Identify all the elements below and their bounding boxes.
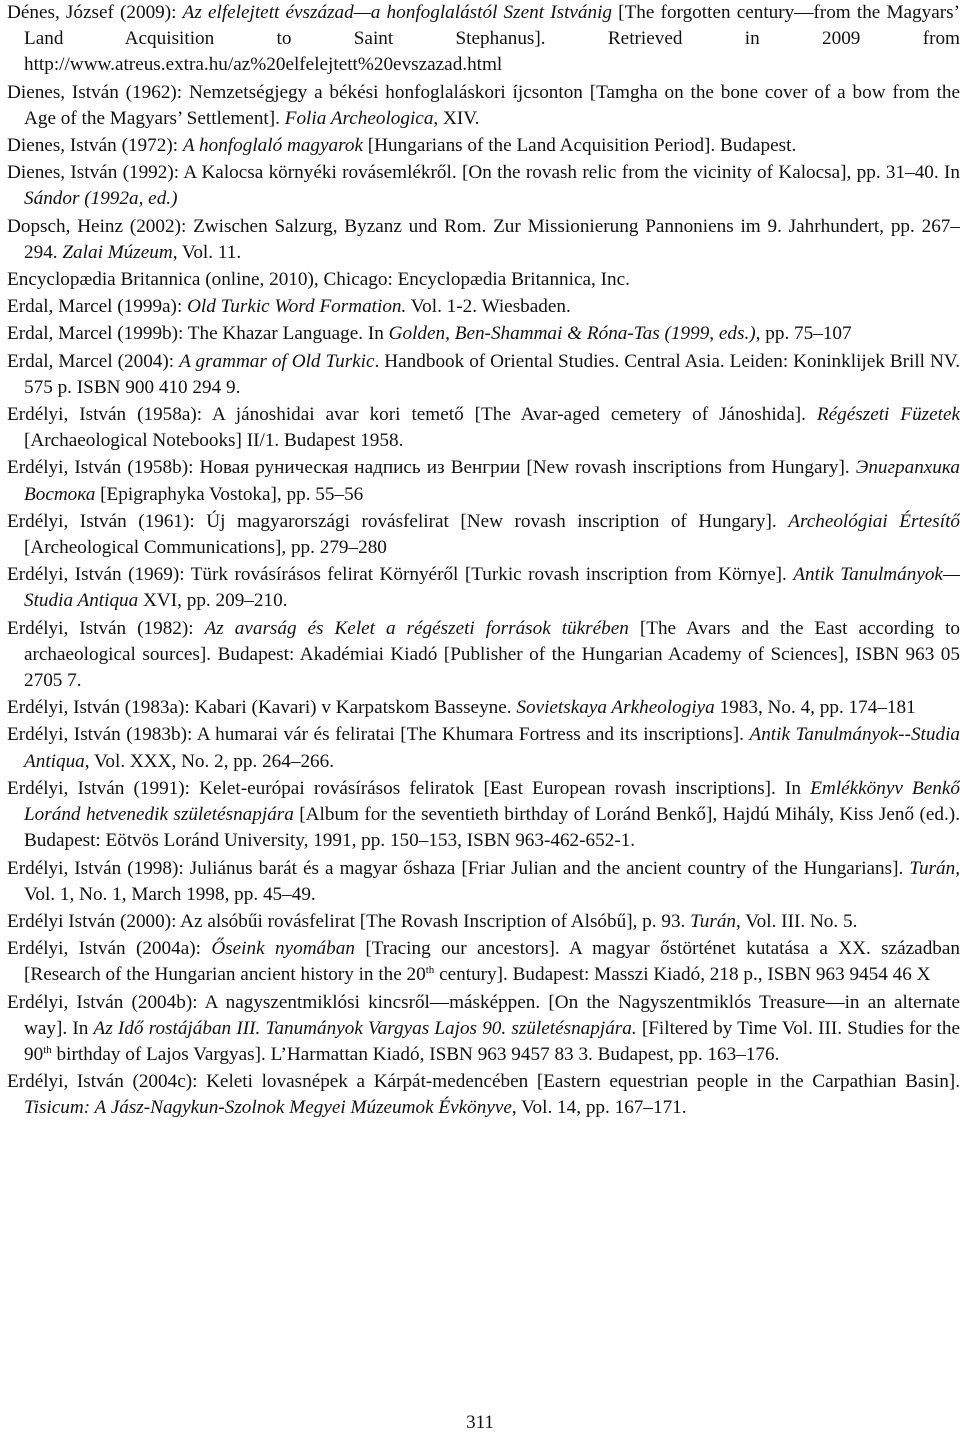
reference-text: [Archaeological Notebooks] II/1. Budapest 1958. bbox=[24, 430, 404, 452]
italic-title: A honfoglaló magyarok bbox=[182, 135, 363, 157]
reference-entry bbox=[7, 267, 960, 293]
reference-entry bbox=[7, 0, 960, 79]
reference-text: XVI, pp. 209–210. bbox=[138, 590, 288, 612]
reference-entry bbox=[7, 776, 960, 855]
reference-text: Erdélyi, István (1958a): A jánoshidai avar kori temető [The Avar-aged cemetery of Jánoshida]. bbox=[7, 404, 817, 426]
reference-text: Dienes, István (1972): bbox=[7, 135, 183, 157]
reference-entry bbox=[7, 294, 960, 320]
reference-text: [Epigraphyka Vostoka], pp. 55–56 bbox=[95, 483, 364, 505]
reference-entry bbox=[7, 455, 960, 507]
reference-text: Erdélyi István (2000): Az alsóbűi rovásfelirat [The Rovash Inscription of Alsóbű], p. 93. bbox=[7, 910, 691, 932]
reference-text: [Hungarians of the Land Acquisition Period]. Budapest. bbox=[363, 135, 797, 157]
page-number: 311 bbox=[466, 1412, 494, 1433]
reference-text: , pp. 75–107 bbox=[755, 323, 852, 345]
reference-entry bbox=[7, 509, 960, 561]
reference-entry bbox=[7, 695, 960, 721]
italic-title: Folia Archeologica bbox=[284, 107, 434, 129]
italic-title: Tisicum: A Jász-Nagykun-Szolnok Megyei Múzeumok Évkönyve bbox=[24, 1097, 512, 1119]
italic-title: Őseink nyomában bbox=[211, 938, 355, 960]
italic-title: Zalai Múzeum bbox=[62, 241, 173, 263]
reference-text: [The Avars and the East according to archaeological sources]. Budapest: Akadémiai Kiadó [Publisher of the Hungarian Academy of Sciences], ISBN 963 05 2705 7. bbox=[24, 617, 960, 692]
reference-text: birthday of Lajos Vargyas]. L’Harmattan Kiadó, ISBN 963 9457 83 3. Budapest, pp. 163–176. bbox=[51, 1043, 780, 1065]
italic-title: Old Turkic Word Formation. bbox=[187, 296, 407, 318]
reference-entry bbox=[7, 1069, 960, 1121]
reference-text: Erdal, Marcel (1999a): bbox=[7, 296, 188, 318]
reference-entry bbox=[7, 160, 960, 212]
reference-text: . Handbook of Oriental Studies. Central Asia. Leiden: Koninklijek Brill NV. 575 p. ISBN 900 410 294 9. bbox=[24, 350, 960, 398]
reference-text: Erdélyi, István (1991): Kelet-európai rovásírásos feliratok [East European rovash inscriptions]. In bbox=[7, 777, 811, 799]
italic-title: Sovietskaya Arkheologiya bbox=[516, 697, 715, 719]
italic-title: Régészeti Füzetek bbox=[816, 404, 960, 426]
reference-entry bbox=[7, 214, 960, 266]
reference-text: Erdal, Marcel (1999b): The Khazar Language. In bbox=[7, 323, 389, 345]
reference-text: Erdélyi, István (1983b): A humarai vár és feliratai [The Khumara Fortress and its inscriptions]. bbox=[7, 724, 750, 746]
reference-list bbox=[7, 0, 960, 1122]
reference-text: century]. Budapest: Masszi Kiadó, 218 p., ISBN 963 9454 46 X bbox=[434, 964, 931, 986]
reference-entry bbox=[7, 562, 960, 614]
reference-text: Vol. 1-2. Wiesbaden. bbox=[406, 296, 571, 318]
reference-entry bbox=[7, 856, 960, 908]
reference-text: Dienes, István (1992): A Kalocsa környéki rovásemlékről. [On the rovash relic from the vicinity of Kalocsa], pp. 31–40. In bbox=[7, 162, 960, 184]
reference-text: Dopsch, Heinz (2002): Zwischen Salzurg, Byzanz und Rom. Zur Missionierung Pannoniens im 9. Jahrhundert, pp. 267–294. bbox=[7, 215, 960, 263]
italic-title: A grammar of Old Turkic bbox=[179, 350, 375, 372]
reference-entry bbox=[7, 321, 960, 347]
reference-text: Erdélyi, István (2004c): Keleti lovasnépek a Kárpát-medencében [Eastern equestrian people in the Carpathian Basin]. bbox=[7, 1071, 960, 1093]
superscript-text: th bbox=[425, 964, 435, 977]
italic-title: Archeológiai Értesítő bbox=[788, 510, 960, 532]
italic-title: Antik Tanulmányok—Studia Antiqua bbox=[24, 564, 960, 612]
reference-text: Vol. 1, No. 1, March 1998, pp. 45–49. bbox=[24, 883, 316, 905]
reference-entry bbox=[7, 990, 960, 1069]
reference-text: Erdélyi, István (1961): Új magyarországi rovásfelirat [New rovash inscription of Hungary]. bbox=[7, 510, 789, 532]
italic-title: Golden, Ben-Shammai & Róna-Tas (1999, eds.) bbox=[388, 323, 756, 345]
reference-text: , XIV. bbox=[433, 107, 480, 129]
reference-text: , Vol. XXX, No. 2, pp. 264–266. bbox=[84, 750, 335, 772]
italic-title: Antik Tanulmányok--Studia Antiqua bbox=[24, 724, 960, 772]
italic-title: Sándor (1992a, ed.) bbox=[24, 188, 178, 210]
reference-entry bbox=[7, 349, 960, 401]
superscript-text: th bbox=[43, 1043, 52, 1056]
reference-text: Encyclopædia Britannica (online, 2010), Chicago: Encyclopædia Britannica, Inc. bbox=[7, 269, 630, 291]
reference-text: Vol. III. No. 5. bbox=[740, 910, 858, 932]
reference-text: , Vol. 14, pp. 167–171. bbox=[511, 1097, 687, 1119]
reference-text: , Vol. 11. bbox=[172, 241, 242, 263]
italic-title: Эпиграпхика Востока bbox=[24, 457, 960, 505]
reference-text: [Album for the seventieth birthday of Loránd Benkő], Hajdú Mihály, Kiss Jenő (ed.). Budapest: Eötvös Loránd University, 1991, pp. 150–153, ISBN 963-462-652-1. bbox=[24, 804, 960, 852]
reference-text: Erdélyi, István (1982): bbox=[7, 617, 205, 639]
reference-text: Erdélyi, István (2004a): bbox=[7, 938, 212, 960]
reference-text: Dienes, István (1962): Nemzetségjegy a békési honfoglaláskori íjcsonton [Tamgha on the bone cover of a bow from the Age of the Magyars’ Settlement]. bbox=[7, 81, 960, 129]
reference-text: [Archeological Communications], pp. 279–280 bbox=[24, 537, 387, 559]
italic-title: Emlékkönyv Benkő Loránd hetvenedik születésnapjára bbox=[24, 777, 960, 826]
reference-text: [Filtered by Time Vol. III. Studies for the 90 bbox=[24, 1017, 960, 1065]
reference-entry bbox=[7, 402, 960, 454]
italic-title: Turán, bbox=[909, 857, 960, 879]
reference-entry bbox=[7, 909, 960, 935]
reference-text: Dénes, József (2009): bbox=[7, 2, 183, 23]
reference-entry bbox=[7, 80, 960, 132]
italic-title: Az elfelejtett évszázad—a honfoglalástól Szent Istvánig bbox=[182, 2, 613, 23]
reference-text: [The forgotten century—from the Magyars’ Land Acquisition to Saint Stephanus]. Retrieved in 2009 from http://www.atreus.extra.hu/az%20elfelejtett%20evszazad.html bbox=[24, 2, 960, 76]
italic-title: Az Idő rostájában III. Tanumányok Vargyas Lajos 90. születésnapjára. bbox=[93, 1017, 637, 1039]
reference-entry bbox=[7, 722, 960, 774]
reference-text: Erdélyi, István (1983a): Kabari (Kavari) v Karpatskom Basseyne. bbox=[7, 697, 517, 719]
reference-text: Erdélyi, István (1969): Türk rovásírásos felirat Környéről [Turkic rovash inscription from Környe]. bbox=[7, 564, 794, 586]
reference-text: Erdélyi, István (1958b): Новая руническая надпись из Венгрии [New rovash inscriptions from Hungary]. bbox=[7, 457, 856, 479]
bibliography-page bbox=[7, 0, 960, 1123]
reference-entry bbox=[7, 936, 960, 988]
reference-entry bbox=[7, 133, 960, 159]
italic-title: Turán, bbox=[690, 910, 741, 932]
reference-text: Erdélyi, István (1998): Juliánus barát és a magyar őshaza [Friar Julian and the ancient country of the Hungarians]. bbox=[7, 857, 910, 879]
reference-entry bbox=[7, 616, 960, 695]
reference-text: 1983, No. 4, pp. 174–181 bbox=[714, 697, 916, 719]
reference-text: [Tracing our ancestors]. A magyar őstörténet kutatása a XX. században [Research of the Hungarian ancient history in the 20 bbox=[24, 938, 960, 986]
reference-text: Erdélyi, István (2004b): A nagyszentmiklósi kincsről—másképpen. [On the Nagyszentmiklós Treasure—in an alternate way]. In bbox=[7, 991, 960, 1039]
italic-title: Az avarság és Kelet a régészeti források tükrében bbox=[204, 617, 629, 639]
reference-text: Erdal, Marcel (2004): bbox=[7, 350, 180, 372]
